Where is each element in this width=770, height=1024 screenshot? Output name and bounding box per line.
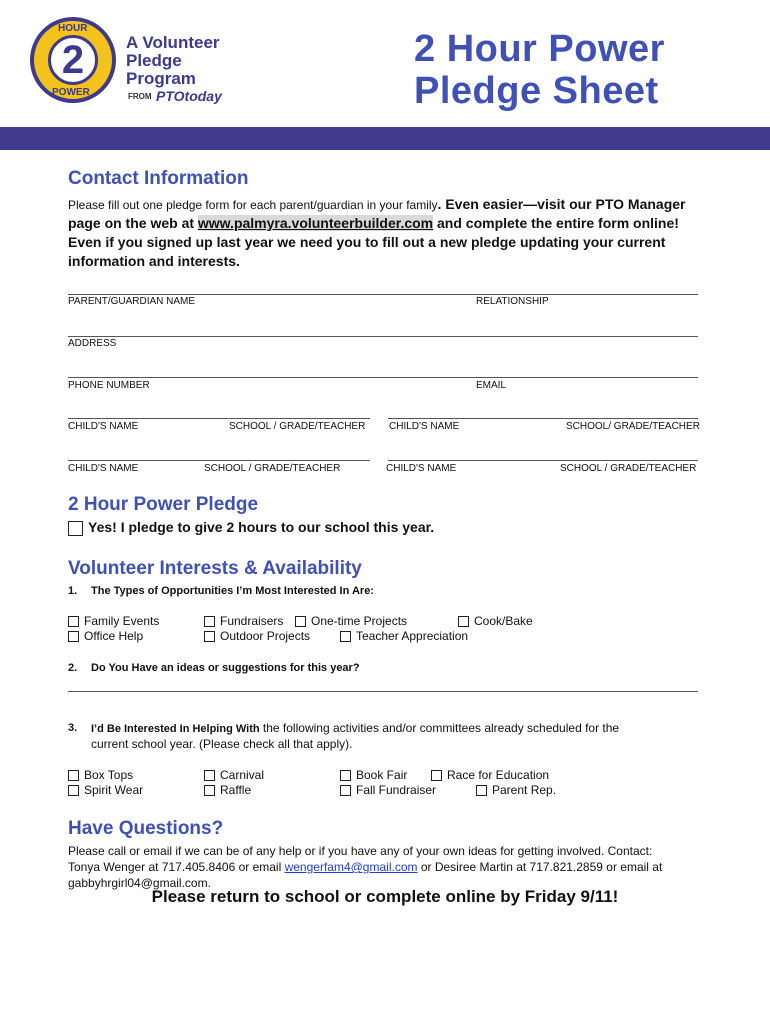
- question-2: Do You Have an ideas or suggestions for this year?: [91, 662, 360, 674]
- question-3: I’d Be Interested In Helping With the following activities and/or committees already scheduled for the: [91, 721, 620, 735]
- program-line-1: A Volunteer: [126, 33, 220, 52]
- logo-top-text: HOUR: [58, 23, 88, 34]
- suggestions-line[interactable]: [68, 691, 698, 692]
- act-fall-fundraiser-checkbox[interactable]: [340, 785, 351, 796]
- pledge-heading: 2 Hour Power Pledge: [68, 494, 259, 515]
- question-1: The Types of Opportunities I’m Most Interested In Are:: [91, 585, 374, 597]
- act-race-for-education-checkbox[interactable]: [431, 770, 442, 781]
- question-1-number: 1.: [68, 585, 78, 597]
- opp-teacher-appreciation: Teacher Appreciation: [340, 629, 468, 643]
- opp-cook-bake-checkbox[interactable]: [458, 616, 469, 627]
- opp-family-events-checkbox[interactable]: [68, 616, 79, 627]
- contact-heading: Contact Information: [68, 168, 249, 189]
- program-line-3: Program: [126, 69, 196, 88]
- return-deadline: Please return to school or complete online by Friday 9/11!: [151, 887, 619, 906]
- child-3-line[interactable]: [68, 460, 370, 461]
- act-box-tops-checkbox[interactable]: [68, 770, 79, 781]
- child-2-school-label: SCHOOL/ GRADE/TEACHER: [566, 421, 700, 432]
- child-3-school-label: SCHOOL / GRADE/TEACHER: [204, 463, 341, 474]
- act-book-fair: Book Fair: [340, 768, 407, 782]
- program-line-2: Pledge: [126, 51, 182, 70]
- page-title-line-2: Pledge Sheet: [414, 70, 659, 112]
- act-box-tops: Box Tops: [68, 768, 133, 782]
- opp-outdoor-projects: Outdoor Projects: [204, 629, 310, 643]
- address-line[interactable]: [68, 336, 698, 337]
- child-2-name-label: CHILD'S NAME: [389, 421, 460, 432]
- opp-outdoor-projects-checkbox[interactable]: [204, 631, 215, 642]
- logo-2-hour-power: [30, 17, 116, 103]
- act-fall-fundraiser: Fall Fundraiser: [340, 783, 436, 797]
- pto-url-link[interactable]: www.palmyra.volunteerbuilder.com: [197, 215, 434, 231]
- pto-today-logo: PTOtoday: [156, 88, 222, 104]
- logo-number: 2: [48, 35, 98, 85]
- parent-name-label: PARENT/GUARDIAN NAME: [68, 296, 196, 307]
- act-race-for-education: Race for Education: [431, 768, 549, 782]
- child-4-name-label: CHILD'S NAME: [386, 463, 457, 474]
- parent-name-line[interactable]: [68, 294, 698, 295]
- act-parent-rep-checkbox[interactable]: [476, 785, 487, 796]
- pledge-row: [68, 519, 434, 536]
- from-label: FROM: [128, 92, 152, 101]
- questions-heading: Have Questions?: [68, 818, 224, 839]
- contact-intro: Please fill out one pledge form for each parent/guardian in your family. Even easier—visit our PTO Manager page on the web at www.palmyra.volunteerbuilder.com and complete the entire form online! Even if you signed up last year we need you to fill out a new pledge updating your current information and interests.: [68, 196, 686, 269]
- act-parent-rep: Parent Rep.: [476, 783, 556, 797]
- opp-fundraisers: Fundraisers: [204, 614, 283, 628]
- opp-office-help: Office Help: [68, 629, 143, 643]
- child-4-school-label: SCHOOL / GRADE/TEACHER: [560, 463, 697, 474]
- email-label: EMAIL: [476, 380, 507, 391]
- opp-fundraisers-checkbox[interactable]: [204, 616, 215, 627]
- interests-heading: Volunteer Interests & Availability: [68, 558, 362, 579]
- opp-office-help-checkbox[interactable]: [68, 631, 79, 642]
- pledge-text: Yes! I pledge to give 2 hours to our school this year.: [88, 519, 435, 535]
- opp-teacher-appreciation-checkbox[interactable]: [340, 631, 351, 642]
- header-divider-bar: [0, 127, 770, 150]
- page-title-line-1: 2 Hour Power: [414, 28, 665, 70]
- address-label: ADDRESS: [68, 338, 117, 349]
- act-raffle: Raffle: [204, 783, 251, 797]
- email-link-wenger[interactable]: wengerfam4@gmail.com: [284, 860, 418, 874]
- child-1-name-label: CHILD'S NAME: [68, 421, 139, 432]
- phone-label: PHONE NUMBER: [68, 380, 150, 391]
- act-carnival: Carnival: [204, 768, 264, 782]
- child-4-line[interactable]: [388, 460, 698, 461]
- child-1-line[interactable]: [68, 418, 370, 419]
- question-3-line-2: current school year. (Please check all that apply).: [91, 737, 353, 751]
- pledge-checkbox[interactable]: [68, 521, 83, 536]
- question-2-number: 2.: [68, 662, 78, 674]
- child-2-line[interactable]: [388, 418, 698, 419]
- child-3-name-label: CHILD'S NAME: [68, 463, 139, 474]
- act-spirit-wear-checkbox[interactable]: [68, 785, 79, 796]
- act-raffle-checkbox[interactable]: [204, 785, 215, 796]
- opp-one-time-projects: One-time Projects: [295, 614, 407, 628]
- relationship-label: RELATIONSHIP: [476, 296, 549, 307]
- logo-bottom-text: POWER: [52, 87, 90, 98]
- child-1-school-label: SCHOOL / GRADE/TEACHER: [229, 421, 366, 432]
- question-3-number: 3.: [68, 722, 78, 734]
- phone-email-line[interactable]: [68, 377, 698, 378]
- act-carnival-checkbox[interactable]: [204, 770, 215, 781]
- act-book-fair-checkbox[interactable]: [340, 770, 351, 781]
- act-spirit-wear: Spirit Wear: [68, 783, 143, 797]
- opp-one-time-projects-checkbox[interactable]: [295, 616, 306, 627]
- opp-family-events: Family Events: [68, 614, 159, 628]
- opp-cook-bake: Cook/Bake: [458, 614, 533, 628]
- questions-text: Please call or email if we can be of any help or if you have any of your own ideas for getting involved. Contact: Tonya Wenger at 717.405.8406 or email wengerfam4@gmail.com or Desiree Martin at 717.821.2859 or email at gabbyhrgirl04@gmail.com.: [68, 844, 663, 890]
